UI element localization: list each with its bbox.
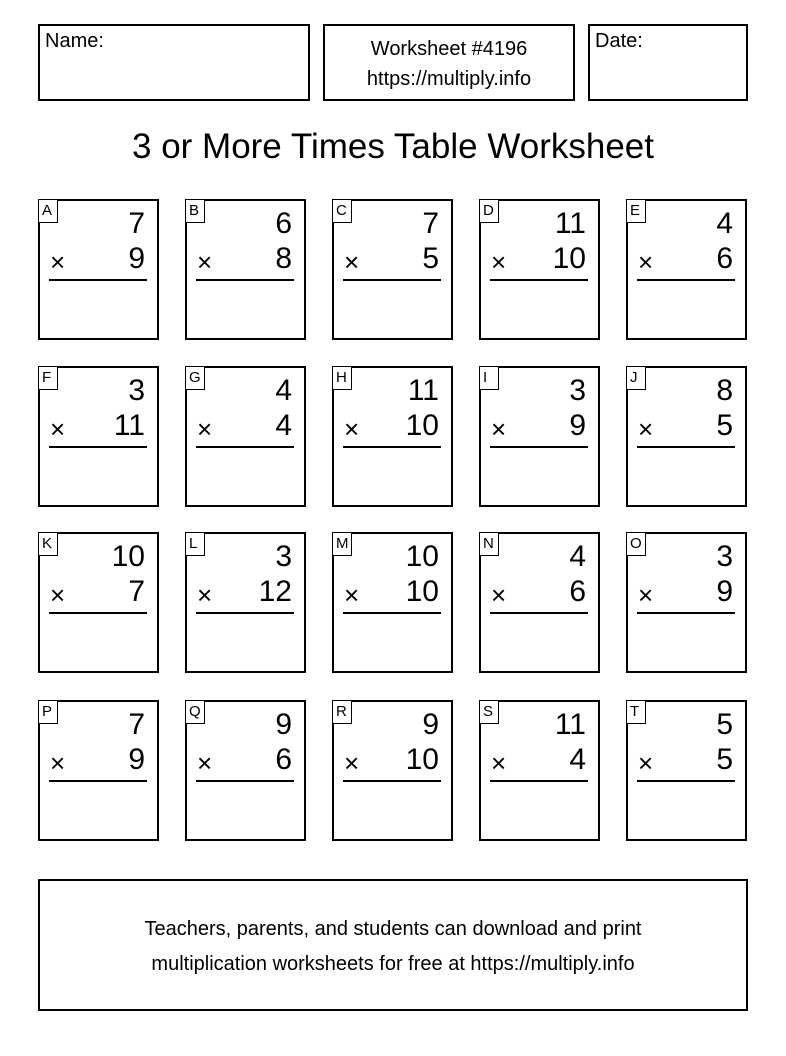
problem-card-p: [38, 700, 159, 841]
problem-card-g: [185, 366, 306, 507]
date-label: Date:: [595, 30, 643, 52]
answer-line: [343, 780, 441, 782]
multiplicand: 8: [716, 374, 733, 407]
worksheet-url: https://multiply.info: [366, 68, 532, 90]
problem-card-n: [479, 532, 600, 673]
problem-letter: P: [38, 700, 58, 724]
answer-line: [49, 780, 147, 782]
answer-line: [49, 446, 147, 448]
multiply-sign: ×: [197, 580, 213, 610]
multiply-sign: ×: [344, 748, 360, 778]
problem-card-q: [185, 700, 306, 841]
multiply-sign: ×: [491, 748, 507, 778]
answer-line: [490, 780, 588, 782]
problem-card-h: [332, 366, 453, 507]
multiply-sign: ×: [197, 247, 213, 277]
multiplier: 5: [422, 242, 439, 275]
multiplicand: 5: [716, 708, 733, 741]
multiplicand: 11: [407, 374, 439, 407]
problem-card-o: [626, 532, 747, 673]
problem-letter: S: [479, 700, 499, 724]
multiplier: 4: [569, 743, 586, 776]
problem-letter: K: [38, 532, 58, 556]
answer-line: [196, 780, 294, 782]
multiply-sign: ×: [491, 414, 507, 444]
problem-card-e: [626, 199, 747, 340]
multiplier: 11: [113, 409, 145, 442]
multiplicand: 3: [275, 540, 292, 573]
multiply-sign: ×: [50, 247, 66, 277]
answer-line: [343, 446, 441, 448]
multiplicand: 3: [716, 540, 733, 573]
answer-line: [490, 612, 588, 614]
multiplier: 7: [128, 575, 145, 608]
problem-letter: I: [479, 366, 499, 390]
problem-card-i: [479, 366, 600, 507]
multiply-sign: ×: [638, 748, 654, 778]
problem-letter: J: [626, 366, 646, 390]
multiplicand: 7: [128, 207, 145, 240]
multiplicand: 11: [554, 708, 586, 741]
problem-letter: Q: [185, 700, 205, 724]
answer-line: [490, 279, 588, 281]
problem-card-l: [185, 532, 306, 673]
multiply-sign: ×: [344, 414, 360, 444]
multiply-sign: ×: [344, 247, 360, 277]
multiplicand: 4: [275, 374, 292, 407]
multiply-sign: ×: [50, 414, 66, 444]
multiplier: 4: [275, 409, 292, 442]
multiplicand: 10: [111, 540, 145, 573]
problem-card-s: [479, 700, 600, 841]
multiplier: 10: [405, 743, 439, 776]
multiplier: 9: [569, 409, 586, 442]
multiplicand: 7: [128, 708, 145, 741]
problem-letter: B: [185, 199, 205, 223]
problem-letter: O: [626, 532, 646, 556]
answer-line: [637, 780, 735, 782]
problem-letter: A: [38, 199, 58, 223]
multiplier: 6: [569, 575, 586, 608]
problem-card-b: [185, 199, 306, 340]
multiplier: 9: [128, 242, 145, 275]
answer-line: [490, 446, 588, 448]
multiplier: 8: [275, 242, 292, 275]
problem-card-k: [38, 532, 159, 673]
answer-line: [49, 279, 147, 281]
problem-letter: H: [332, 366, 352, 390]
problem-card-d: [479, 199, 600, 340]
multiply-sign: ×: [638, 247, 654, 277]
multiplicand: 9: [275, 708, 292, 741]
multiplier: 10: [552, 242, 586, 275]
problem-card-r: [332, 700, 453, 841]
problem-card-f: [38, 366, 159, 507]
multiply-sign: ×: [50, 748, 66, 778]
problem-card-a: [38, 199, 159, 340]
multiplicand: 3: [128, 374, 145, 407]
answer-line: [637, 279, 735, 281]
multiplier: 6: [275, 743, 292, 776]
answer-line: [196, 612, 294, 614]
problem-letter: R: [332, 700, 352, 724]
multiply-sign: ×: [197, 748, 213, 778]
multiplicand: 4: [569, 540, 586, 573]
multiplicand: 11: [554, 207, 586, 240]
problem-card-m: [332, 532, 453, 673]
multiply-sign: ×: [197, 414, 213, 444]
multiplier: 5: [716, 743, 733, 776]
problem-letter: G: [185, 366, 205, 390]
multiplier: 12: [258, 575, 292, 608]
problem-letter: D: [479, 199, 499, 223]
multiplicand: 10: [405, 540, 439, 573]
multiplier: 5: [716, 409, 733, 442]
problem-letter: N: [479, 532, 499, 556]
multiply-sign: ×: [50, 580, 66, 610]
multiplier: 6: [716, 242, 733, 275]
problem-letter: T: [626, 700, 646, 724]
answer-line: [637, 446, 735, 448]
multiplicand: 7: [422, 207, 439, 240]
answer-line: [343, 612, 441, 614]
answer-line: [637, 612, 735, 614]
problem-letter: L: [185, 532, 205, 556]
multiply-sign: ×: [344, 580, 360, 610]
problem-card-c: [332, 199, 453, 340]
multiplier: 10: [405, 575, 439, 608]
problem-card-j: [626, 366, 747, 507]
problem-card-t: [626, 700, 747, 841]
multiplicand: 4: [716, 207, 733, 240]
multiply-sign: ×: [491, 247, 507, 277]
footer-box: [38, 879, 748, 1011]
answer-line: [49, 612, 147, 614]
answer-line: [343, 279, 441, 281]
page-title: 3 or More Times Table Worksheet: [132, 127, 654, 166]
multiplier: 9: [128, 743, 145, 776]
problem-letter: M: [332, 532, 352, 556]
problem-letter: E: [626, 199, 646, 223]
multiply-sign: ×: [491, 580, 507, 610]
multiplicand: 9: [422, 708, 439, 741]
multiplicand: 3: [569, 374, 586, 407]
footer-line-1: Teachers, parents, and students can download and print: [144, 918, 642, 940]
problem-letter: F: [38, 366, 58, 390]
multiplier: 10: [405, 409, 439, 442]
answer-line: [196, 446, 294, 448]
worksheet-number: Worksheet #4196: [370, 38, 528, 60]
name-label: Name:: [45, 30, 104, 52]
multiply-sign: ×: [638, 580, 654, 610]
answer-line: [196, 279, 294, 281]
footer-line-2: multiplication worksheets for free at https://multiply.info: [151, 953, 635, 975]
multiplier: 9: [716, 575, 733, 608]
problem-letter: C: [332, 199, 352, 223]
multiply-sign: ×: [638, 414, 654, 444]
multiplicand: 6: [275, 207, 292, 240]
